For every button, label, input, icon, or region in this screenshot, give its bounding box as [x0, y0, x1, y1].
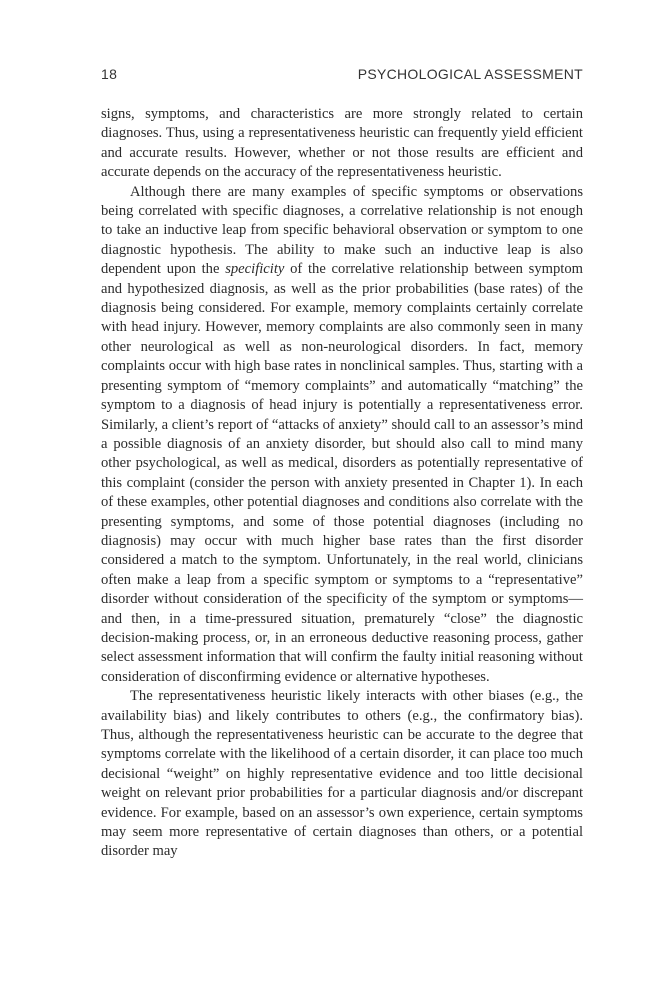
emphasis-specificity: specificity	[225, 261, 285, 278]
page-number: 18	[101, 66, 118, 82]
running-title: PSYCHOLOGICAL ASSESSMENT	[357, 66, 583, 82]
running-head	[101, 66, 583, 86]
paragraph-2-after: of the correlative relationship between symptom and hypothesized diagnosis, as well as the prior probabilities (base rates) of the diagnosis being considered. For example, memory complaints certainly correlate with head injury. However, memory complaints are also commonly seen in many other neurological as well as non-neurological disorders. In fact, memory complaints occur with high base rates in nonclinical samples. Thus, starting with a presenting symptom of “memory complaints” and automatically “matching” the symptom to a diagnosis of head injury is potentially a representativeness error. Similarly, a client’s report of “attacks of anxiety” should call to an assessor’s mind a possible diagnosis of an anxiety disorder, but should also call to mind many other psychological, as well as medical, disorders as potentially representative of this complaint (consider the person with anxiety presented in Chapter 1). In each of these examples, other potential diagnoses and conditions also correlate with the presenting symptoms, and some of those potential diagnoses (including no diagnosis) may occur with much higher base rates than the first disorder considered a match to the symptom. Unfortunately, in the real world, clinicians often make a leap from a specific symptom or symptoms to a “representative” disorder without consideration of the specificity of the symptom or symptoms—and then, in a time-pressured situation, prematurely “close” the diagnostic decision-making process, or, in an erroneous deductive reasoning process, gather select assessment information that will confirm the faulty initial reasoning without consideration of disconfirming evidence or alternative hypotheses.	[101, 261, 583, 685]
paragraph-3: The representativeness heuristic likely interacts with other biases (e.g., the availability bias) and likely contributes to others (e.g., the confirmatory bias). Thus, although the representativeness heuristic can be accurate to the degree that symptoms correlate with the likelihood of a certain disorder, it can place too much decisional “weight” on highly representative evidence and too little decisional weight on relevant prior probabilities for a particular diagnosis and/or discrepant evidence. For example, based on an assessor’s own experience, certain symptoms may seem more representative of certain diagnoses than others, or a potential disorder may	[101, 688, 583, 860]
body-text	[101, 105, 583, 862]
paragraph-1: signs, symptoms, and characteristics are more strongly related to certain diagnoses. Thus, using a representativeness heuristic can frequently yield efficient and accurate results. However, whether or not those results are efficient and accurate depends on the accuracy of the representativeness heuristic.	[101, 106, 583, 181]
paragraph-2	[101, 183, 583, 688]
paragraph-2-before: Although there are many examples of specific symptoms or observations being correlated with specific diagnoses, a correlative relationship is not enough to take an inductive leap from specific behavioral observation or symptom to one diagnostic hypothesis. The ability to make such an inductive leap is also dependent upon the	[101, 183, 583, 278]
